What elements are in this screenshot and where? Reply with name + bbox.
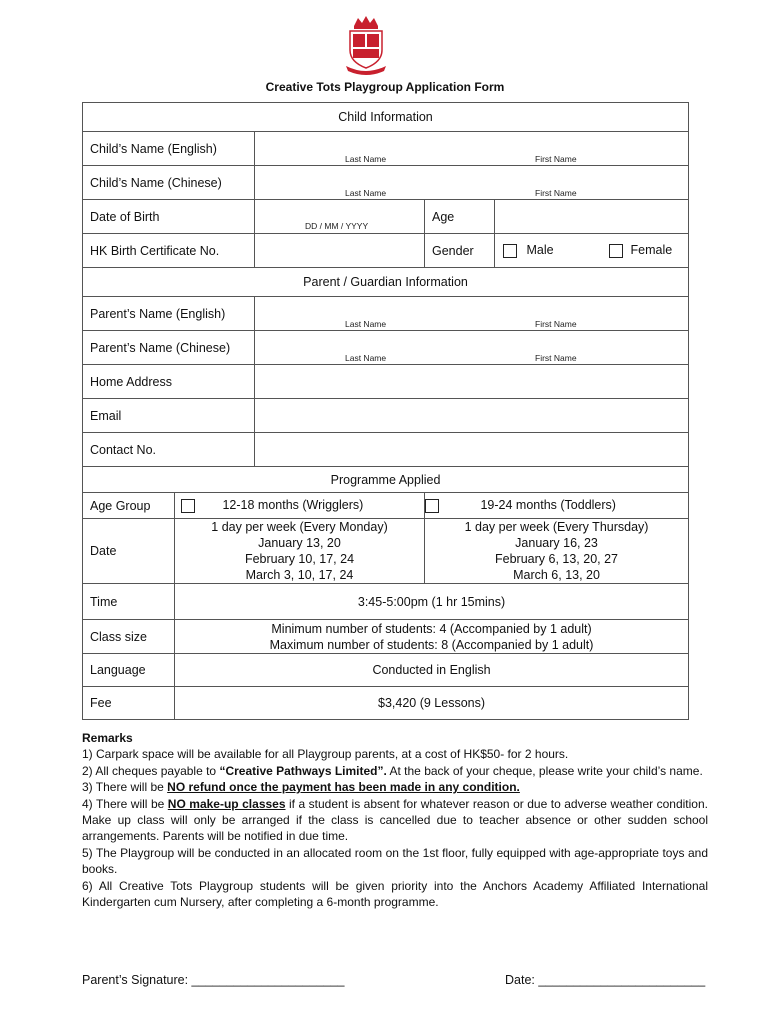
remark-3: 3) There will be NO refund once the payment has been made in any condition.	[82, 780, 520, 795]
label-child-name-zh: Child’s Name (Chinese)	[83, 166, 255, 200]
label-dob: Date of Birth	[83, 200, 255, 234]
toddlers-checkbox[interactable]	[425, 499, 439, 513]
application-form-table	[82, 102, 689, 720]
child-name-en-field[interactable]: Last Name First Name	[255, 132, 689, 166]
class-size-value: Minimum number of students: 4 (Accompanied by 1 adult) Maximum number of students: 8 (Accompanied by 1 adult)	[175, 620, 689, 654]
age-group-option-1	[175, 493, 425, 519]
remark-5: 5) The Playgroup will be conducted in an allocated room on the 1st floor, fully equipped with age-appropriate toys and books.	[82, 845, 708, 877]
gender-options	[495, 234, 689, 268]
label-language: Language	[83, 654, 175, 687]
male-checkbox[interactable]	[503, 244, 517, 258]
monday-schedule: 1 day per week (Every Monday) January 13, 20 February 10, 17, 24 March 3, 10, 17, 24	[175, 519, 425, 584]
female-checkbox[interactable]	[609, 244, 623, 258]
label-class-size: Class size	[83, 620, 175, 654]
section-programme: Programme Applied	[83, 467, 689, 493]
remark-6: 6) All Creative Tots Playgroup students will be given priority into the Anchors Academy Affiliated International Kindergarten cum Nursery, after completing a 6-month programme.	[82, 878, 708, 910]
language-value: Conducted in English	[175, 654, 689, 687]
remark-1: 1) Carpark space will be available for all Playgroup parents, at a cost of HK$50- for 2 hours.	[82, 747, 569, 762]
label-gender: Gender	[425, 234, 495, 268]
label-child-name-en: Child’s Name (English)	[83, 132, 255, 166]
birth-cert-field[interactable]	[255, 234, 425, 268]
label-age-group: Age Group	[83, 493, 175, 519]
toddlers-label: 19-24 months (Toddlers)	[480, 498, 616, 513]
wrigglers-label: 12-18 months (Wrigglers)	[222, 498, 364, 513]
date-signature-line[interactable]: Date: ________________________	[505, 973, 706, 987]
age-field[interactable]	[495, 200, 689, 234]
page-title: Creative Tots Playgroup Application Form	[265, 80, 505, 94]
parent-name-zh-field[interactable]: Last Name First Name	[255, 331, 689, 365]
email-field[interactable]	[255, 399, 689, 433]
wrigglers-checkbox[interactable]	[181, 499, 195, 513]
school-crest-logo	[344, 14, 388, 76]
dob-field[interactable]: DD / MM / YYYY	[255, 200, 425, 234]
label-birth-cert: HK Birth Certificate No.	[83, 234, 255, 268]
section-child-info: Child Information	[83, 103, 689, 132]
remark-2: 2) All cheques payable to “Creative Pathways Limited”. At the back of your cheque, please write your child’s name.	[82, 763, 703, 778]
label-date: Date	[83, 519, 175, 584]
label-fee: Fee	[83, 687, 175, 720]
female-label: Female	[630, 243, 673, 258]
remark-4: 4) There will be NO make-up classes if a student is absent for whatever reason or due to adverse weather condition. Make up class will only be arranged if the class is cancelled due to teacher absence or other sudden school arrangements. Parents will be notified in due time.	[82, 796, 708, 844]
parent-name-en-field[interactable]: Last Name First Name	[255, 297, 689, 331]
label-parent-name-en: Parent’s Name (English)	[83, 297, 255, 331]
male-label: Male	[526, 243, 554, 258]
fee-value: $3,420 (9 Lessons)	[175, 687, 689, 720]
label-age: Age	[425, 200, 495, 234]
thursday-schedule: 1 day per week (Every Thursday) January 16, 23 February 6, 13, 20, 27 March 6, 13, 20	[425, 519, 689, 584]
contact-no-field[interactable]	[255, 433, 689, 467]
remarks	[82, 730, 708, 910]
child-name-zh-field[interactable]: Last Name First Name	[255, 166, 689, 200]
age-group-option-2	[425, 493, 689, 519]
parent-signature-line[interactable]: Parent’s Signature: ______________________	[82, 973, 345, 987]
label-contact-no: Contact No.	[83, 433, 255, 467]
label-email: Email	[83, 399, 255, 433]
home-address-field[interactable]	[255, 365, 689, 399]
label-parent-name-zh: Parent’s Name (Chinese)	[83, 331, 255, 365]
label-time: Time	[83, 584, 175, 620]
section-parent-info: Parent / Guardian Information	[83, 268, 689, 297]
remarks-heading: Remarks	[82, 731, 133, 745]
label-home-address: Home Address	[83, 365, 255, 399]
time-value: 3:45-5:00pm (1 hr 15mins)	[175, 584, 689, 620]
